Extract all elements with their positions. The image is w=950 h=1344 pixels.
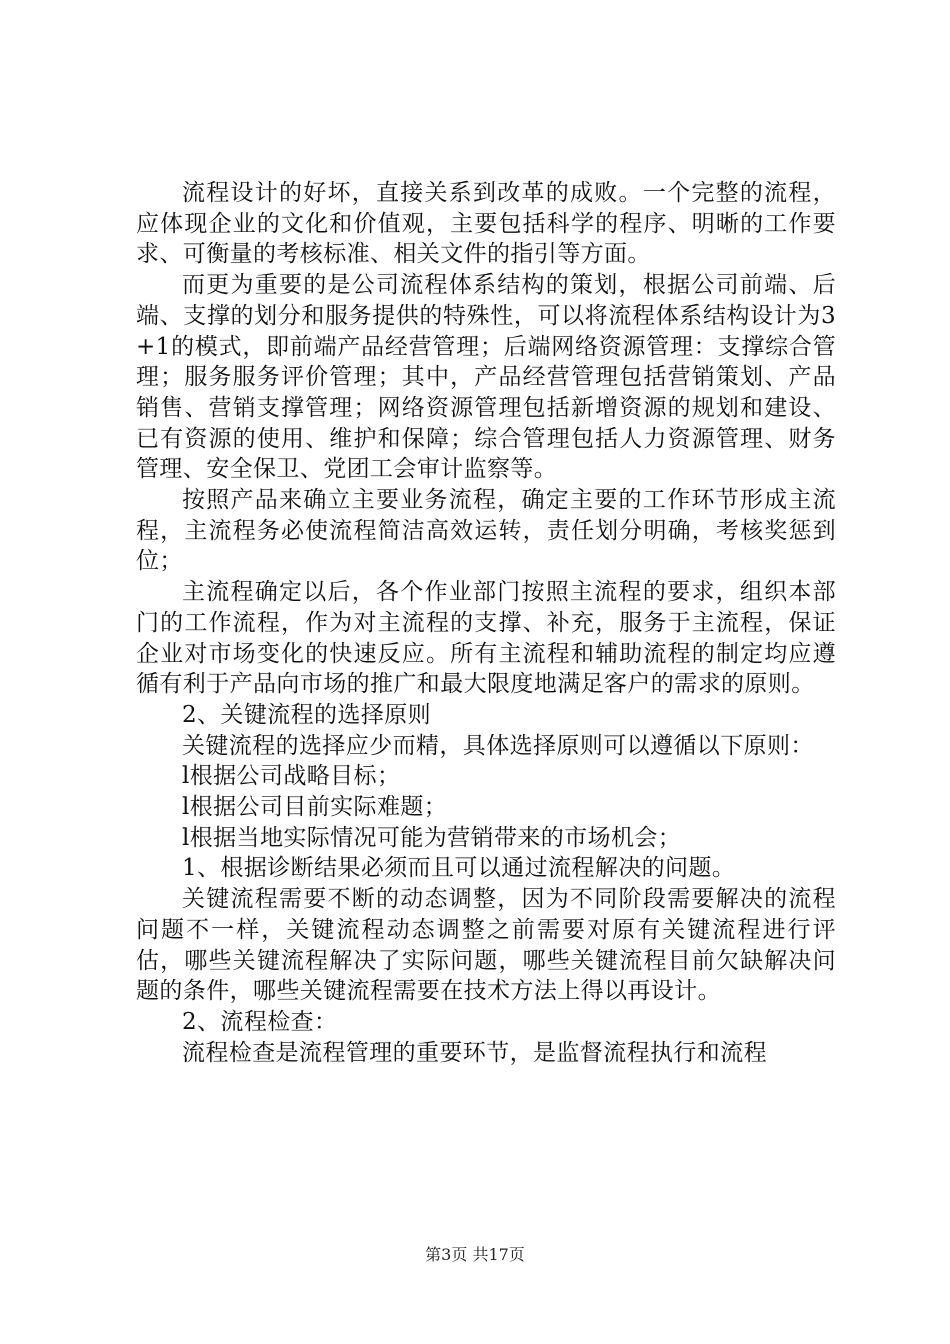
heading-key-process-selection: 2、关键流程的选择原则	[182, 701, 432, 728]
paragraph-process-design: 流程设计的好坏，直接关系到改革的成败。一个完整的流程，应体现企业的文化和价值观，主要包括科学的程序、明晰的工作要求、可衡量的考核标准、相关文件的指引等方面。	[136, 180, 836, 268]
list-item-market-opportunity: l根据当地实际情况可能为营销带来的市场机会；	[182, 824, 682, 851]
heading-process-inspection: 2、流程检查：	[182, 1008, 338, 1035]
paragraph-process-architecture: 而更为重要的是公司流程体系结构的策划，根据公司前端、后端、支撑的划分和服务提供的特殊性，可以将流程体系结构设计为3+1的模式，即前端产品经营管理；后端网络资源管理：支撑综合管理；服务服务评价管理；其中，产品经营管理包括营销策划、产品销售、营销支撑管理；网络资源管理包括新增资源的规划和建设、已有资源的使用、维护和保障；综合管理包括人力资源管理、财务管理、安全保卫、党团工会审计监察等。	[136, 272, 836, 483]
page-number-footer: 第3页 共17页	[425, 1245, 525, 1264]
paragraph-dynamic-adjustment: 关键流程需要不断的动态调整，因为不同阶段需要解决的流程问题不一样，关键流程动态调整之前需要对原有关键流程进行评估，哪些关键流程解决了实际问题，哪些关键流程目前欠缺解决问题的条件，哪些关键流程需要在技术方法上得以再设计。	[136, 886, 836, 1005]
document-body	[136, 178, 836, 1068]
paragraph-inspection: 流程检查是流程管理的重要环节，是监督流程执行和流程	[182, 1039, 767, 1066]
list-item-problems: l根据公司目前实际难题；	[182, 794, 448, 821]
list-item-diagnosis: 1、根据诊断结果必须而且可以通过流程解决的问题。	[182, 855, 736, 882]
list-item-strategy: l根据公司战略目标；	[182, 763, 401, 790]
paragraph-department-process: 主流程确定以后，各个作业部门按照主流程的要求，组织本部门的工作流程，作为对主流程的支撑、补充，服务于主流程，保证企业对市场变化的快速反应。所有主流程和辅助流程的制定均应遵循有利于产品向市场的推广和最大限度地满足客户的需求的原则。	[136, 579, 836, 698]
paragraph-main-process: 按照产品来确立主要业务流程，确定主要的工作环节形成主流程，主流程务必使流程简洁高效运转，责任划分明确，考核奖惩到位；	[136, 487, 836, 575]
paragraph-selection-principles: 关键流程的选择应少而精，具体选择原则可以遵循以下原则：	[182, 732, 814, 759]
